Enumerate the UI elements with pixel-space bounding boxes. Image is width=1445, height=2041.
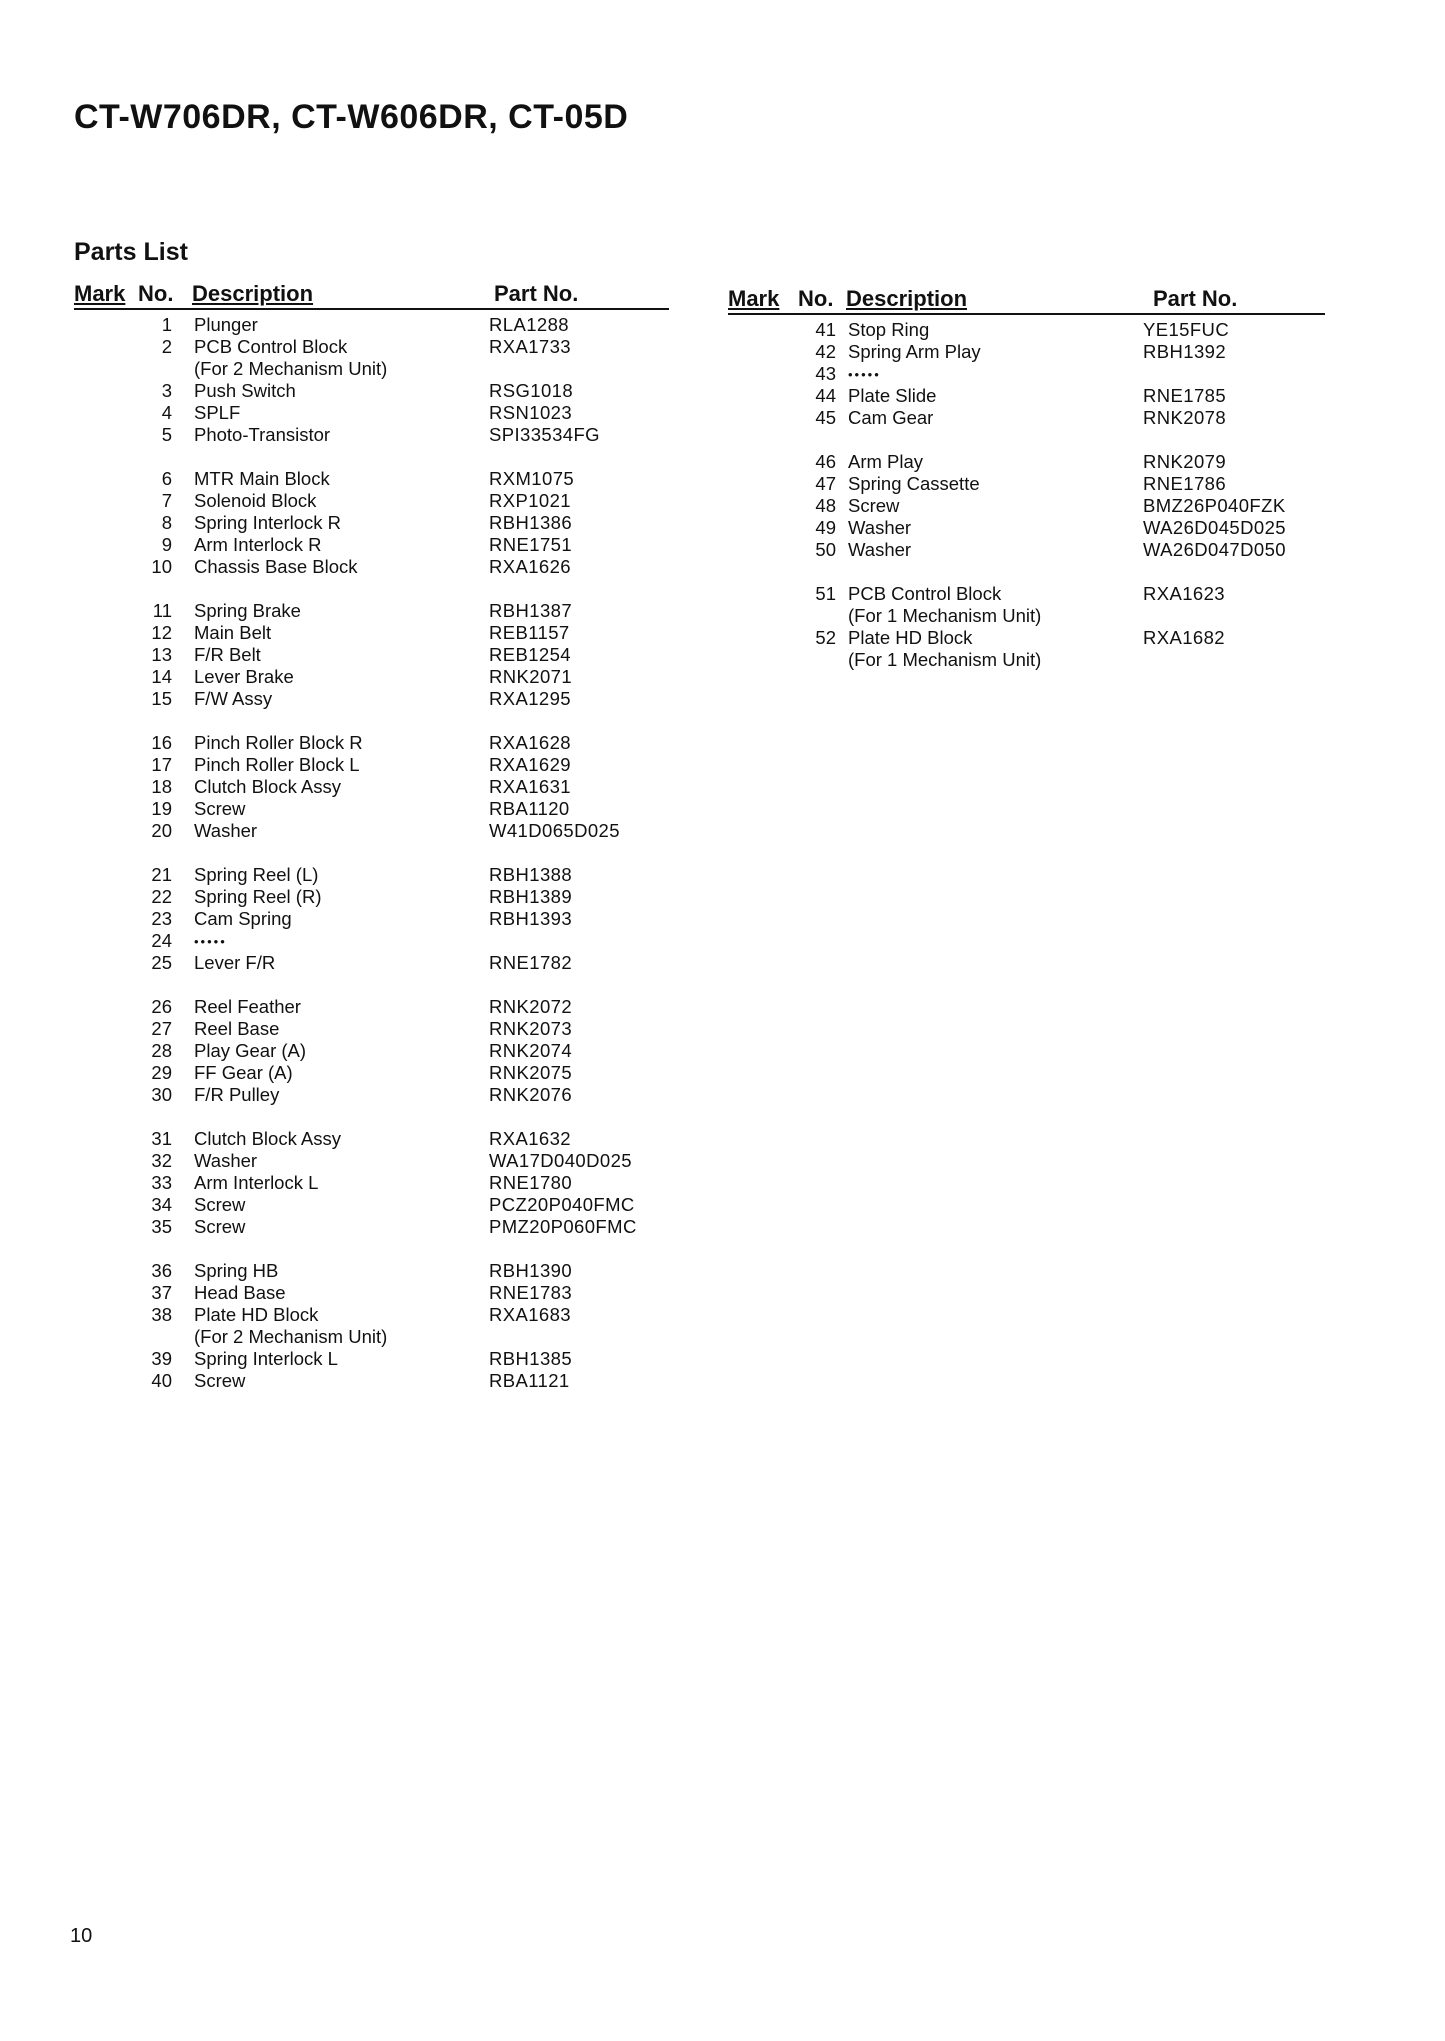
row-description: Reel Base [194,1018,280,1039]
row-no: 29 [151,1062,172,1083]
row-part-no: RBH1389 [489,886,573,907]
row-no: 7 [161,490,172,511]
header-mark: Mark [74,281,126,306]
table-row [728,583,1325,605]
table-row [74,1062,669,1084]
row-part-no: RXA1631 [489,776,571,797]
row-description: Clutch Block Assy [194,1128,342,1149]
header-no: No. [798,286,834,311]
row-description: Lever F/R [194,952,276,973]
row-part-no: RNE1782 [489,952,573,973]
row-part-no: WA17D040D025 [489,1150,632,1171]
row-no: 22 [151,886,172,907]
row-no: 42 [815,341,836,362]
table-row [74,424,669,446]
table-row [74,1172,669,1194]
table-row [74,1326,669,1348]
row-no: 26 [151,996,172,1017]
table-row [74,1150,669,1172]
table-row [728,495,1325,517]
row-no: 6 [161,468,172,489]
row-part-no: RXA1632 [489,1128,571,1149]
row-part-no: RNK2078 [1143,407,1227,428]
table-row [728,319,1325,341]
row-part-no: RNK2072 [489,996,573,1017]
table-row [728,517,1325,539]
row-description: Spring Reel (L) [194,864,319,885]
table-row [74,380,669,402]
table-row [74,358,669,380]
row-no: 13 [151,644,172,665]
row-no: 45 [815,407,836,428]
table-row [74,1018,669,1040]
row-no: 39 [151,1348,172,1369]
row-description: Arm Interlock L [194,1172,319,1193]
row-description: Main Belt [194,622,272,643]
row-part-no: RNE1786 [1143,473,1227,494]
row-no: 12 [151,622,172,643]
table-row [74,996,669,1018]
row-no: 4 [161,402,172,423]
row-no: 15 [151,688,172,709]
row-no: 31 [151,1128,172,1149]
table-body [728,319,1325,671]
parts-table-right [728,283,1325,671]
row-part-no: RNK2071 [489,666,573,687]
row-part-no: RNK2074 [489,1040,573,1061]
table-row [74,1216,669,1238]
row-description: (For 1 Mechanism Unit) [848,605,1042,626]
row-part-no: RNK2079 [1143,451,1227,472]
row-no: 23 [151,908,172,929]
row-part-no: RBA1120 [489,798,570,819]
row-description: Reel Feather [194,996,301,1017]
row-description: (For 2 Mechanism Unit) [194,358,388,379]
table-row [74,930,669,952]
row-part-no: RNE1751 [489,534,573,555]
row-no: 19 [151,798,172,819]
row-description: PCB Control Block [848,583,1002,604]
row-no: 11 [152,600,172,621]
row-description: Pinch Roller Block R [194,732,363,753]
row-description: (For 1 Mechanism Unit) [848,649,1042,670]
row-part-no: RNK2075 [489,1062,573,1083]
row-no: 52 [815,627,836,648]
row-no: 14 [151,666,172,687]
row-part-no: RNE1780 [489,1172,573,1193]
header-mark: Mark [728,286,780,311]
table-row [728,473,1325,495]
table-row [74,754,669,776]
parts-table-left [74,279,669,1392]
table-row [74,556,669,578]
row-no: 51 [815,583,836,604]
row-description: Solenoid Block [194,490,317,511]
row-description: Arm Interlock R [194,534,322,555]
row-description: Cam Gear [848,407,934,428]
row-no: 38 [151,1304,172,1325]
row-part-no: REB1254 [489,644,571,665]
table-row [74,468,669,490]
table-row [74,908,669,930]
row-description: Arm Play [848,451,924,472]
row-part-no: RSG1018 [489,380,574,401]
table-row [74,314,669,336]
row-part-no: RBH1388 [489,864,573,885]
row-description: Plate Slide [848,385,937,406]
row-no: 49 [815,517,836,538]
table-row [74,776,669,798]
row-part-no: RNK2073 [489,1018,573,1039]
row-part-no: RXA1626 [489,556,571,577]
row-no: 48 [815,495,836,516]
row-part-no: YE15FUC [1143,319,1230,340]
header-part-no: Part No. [1153,286,1238,311]
row-no: 33 [151,1172,172,1193]
row-description: Spring Brake [194,600,301,621]
row-description: Spring HB [194,1260,279,1281]
row-part-no: WA26D045D025 [1143,517,1286,538]
row-no: 46 [815,451,836,472]
row-description: Push Switch [194,380,296,401]
row-description: Spring Interlock R [194,512,342,533]
table-row [74,622,669,644]
row-no: 27 [151,1018,172,1039]
row-description: Screw [194,1370,246,1391]
row-description: MTR Main Block [194,468,330,489]
row-part-no: BMZ26P040FZK [1143,495,1286,516]
table-header [74,279,669,310]
table-row [74,1194,669,1216]
row-part-no: RLA1288 [489,314,569,335]
row-description: Screw [194,1216,246,1237]
row-no: 10 [151,556,172,577]
row-part-no: RBH1385 [489,1348,573,1369]
row-description: Plate HD Block [194,1304,319,1325]
row-description: SPLF [194,402,241,423]
table-row [74,1040,669,1062]
row-description: Chassis Base Block [194,556,358,577]
row-no: 2 [161,336,172,357]
row-no: 47 [815,473,836,494]
row-description: Plate HD Block [848,627,973,648]
row-description: F/W Assy [194,688,273,709]
row-part-no: WA26D047D050 [1143,539,1286,560]
row-part-no: RXA1683 [489,1304,571,1325]
row-part-no: RBH1393 [489,908,573,929]
table-row [74,732,669,754]
row-part-no: RSN1023 [489,402,573,423]
page-title: CT-W706DR, CT-W606DR, CT-05D [74,98,629,136]
row-part-no: RXP1021 [489,490,571,511]
row-no: 24 [151,930,172,951]
table-row [74,886,669,908]
table-row [74,534,669,556]
row-no: 5 [161,424,172,445]
table-row [728,385,1325,407]
row-description: ••••• [848,367,881,382]
row-part-no: RNE1785 [1143,385,1227,406]
row-description: Screw [194,798,246,819]
row-description: Stop Ring [848,319,930,340]
table-header [728,283,1325,315]
row-part-no: RNK2076 [489,1084,573,1105]
table-row [74,1348,669,1370]
row-no: 21 [151,864,172,885]
row-no: 44 [815,385,836,406]
row-part-no: RXA1623 [1143,583,1225,604]
row-description: Washer [194,820,258,841]
row-description: ••••• [194,934,227,949]
row-part-no: PCZ20P040FMC [489,1194,635,1215]
row-description: Photo-Transistor [194,424,331,445]
row-part-no: REB1157 [489,622,570,643]
table-row [74,490,669,512]
row-description: Screw [194,1194,246,1215]
row-no: 36 [151,1260,172,1281]
row-description: Head Base [194,1282,286,1303]
header-description: Description [192,281,314,306]
table-row [728,341,1325,363]
row-no: 16 [151,732,172,753]
row-no: 17 [151,754,172,775]
table-row [728,649,1325,671]
table-row [74,666,669,688]
row-no: 3 [161,380,172,401]
table-row [74,402,669,424]
row-description: Spring Cassette [848,473,980,494]
table-row [74,644,669,666]
row-description: Spring Arm Play [848,341,981,362]
row-no: 34 [151,1194,172,1215]
row-description: Washer [848,539,912,560]
row-description: (For 2 Mechanism Unit) [194,1326,388,1347]
row-no: 35 [151,1216,172,1237]
table-row [728,363,1325,385]
row-no: 32 [151,1150,172,1171]
row-description: Play Gear (A) [194,1040,307,1061]
row-part-no: SPI33534FG [489,424,600,445]
row-part-no: RXM1075 [489,468,575,489]
row-part-no: RBH1386 [489,512,573,533]
row-no: 40 [151,1370,172,1391]
row-description: Washer [194,1150,258,1171]
table-row [74,952,669,974]
row-no: 9 [161,534,172,555]
row-description: Spring Interlock L [194,1348,338,1369]
row-description: Screw [848,495,900,516]
row-no: 18 [151,776,172,797]
row-description: F/R Pulley [194,1084,280,1105]
table-row [74,1084,669,1106]
header-part-no: Part No. [494,281,579,306]
table-row [74,512,669,534]
row-description: Lever Brake [194,666,294,687]
row-no: 20 [151,820,172,841]
table-row [728,605,1325,627]
row-no: 25 [151,952,172,973]
row-description: Cam Spring [194,908,292,929]
row-no: 28 [151,1040,172,1061]
table-body [74,314,669,1392]
row-description: F/R Belt [194,644,261,665]
table-row [728,407,1325,429]
table-row [74,1304,669,1326]
table-row [728,627,1325,649]
row-no: 41 [815,319,836,340]
row-part-no: RXA1629 [489,754,571,775]
row-part-no: RXA1733 [489,336,571,357]
row-no: 43 [815,363,836,384]
row-description: FF Gear (A) [194,1062,293,1083]
row-part-no: PMZ20P060FMC [489,1216,637,1237]
row-description: Spring Reel (R) [194,886,322,907]
row-part-no: RXA1295 [489,688,571,709]
row-part-no: RXA1628 [489,732,571,753]
row-part-no: RXA1682 [1143,627,1225,648]
row-part-no: RNE1783 [489,1282,573,1303]
row-no: 8 [161,512,172,533]
header-description: Description [846,286,968,311]
row-part-no: RBH1387 [489,600,573,621]
table-row [74,688,669,710]
page-number: 10 [70,1925,93,1947]
row-no: 50 [815,539,836,560]
row-part-no: RBA1121 [489,1370,570,1391]
table-row [74,600,669,622]
row-description: Pinch Roller Block L [194,754,360,775]
table-row [74,864,669,886]
table-row [728,539,1325,561]
row-no: 30 [151,1084,172,1105]
table-row [74,336,669,358]
header-no: No. [138,281,174,306]
table-row [74,1128,669,1150]
section-title: Parts List [74,238,188,266]
table-row [74,1260,669,1282]
row-description: PCB Control Block [194,336,348,357]
table-row [74,1370,669,1392]
row-no: 1 [161,314,172,335]
row-description: Plunger [194,314,258,335]
table-row [74,1282,669,1304]
row-description: Clutch Block Assy [194,776,342,797]
row-description: Washer [848,517,912,538]
row-part-no: W41D065D025 [489,820,620,841]
table-row [728,451,1325,473]
row-part-no: RBH1390 [489,1260,573,1281]
row-no: 37 [151,1282,172,1303]
table-row [74,820,669,842]
table-row [74,798,669,820]
row-part-no: RBH1392 [1143,341,1227,362]
